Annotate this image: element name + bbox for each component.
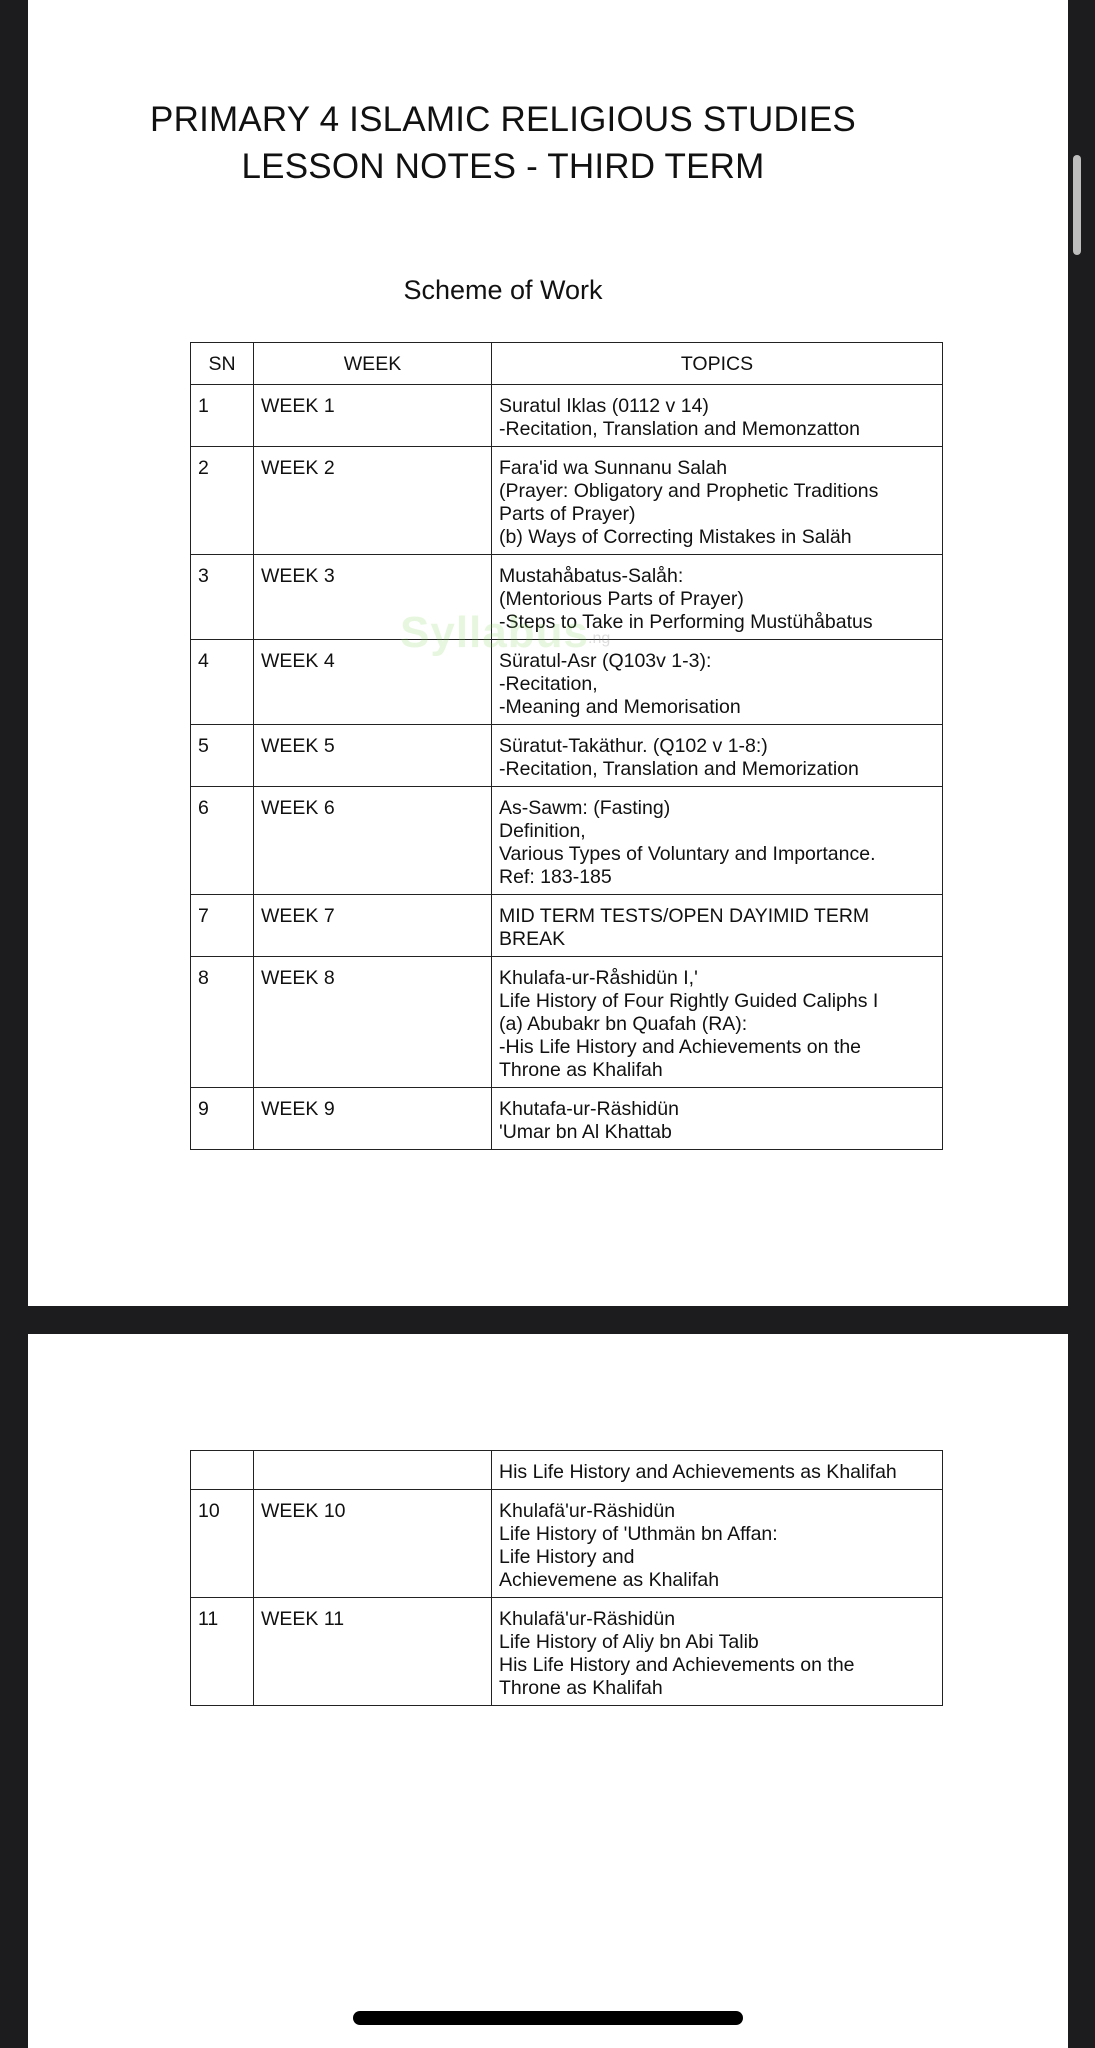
cell-topics xyxy=(492,555,943,640)
cell-week: WEEK 7 xyxy=(254,895,492,957)
table-row xyxy=(191,447,943,555)
cell-sn: 7 xyxy=(191,895,254,957)
cell-week: WEEK 10 xyxy=(254,1490,492,1598)
topic-line: His Life History and Achievements on the xyxy=(499,1654,855,1676)
table-row xyxy=(191,725,943,787)
table-body-continued xyxy=(191,1451,943,1706)
table-row xyxy=(191,385,943,447)
cell-sn: 11 xyxy=(191,1598,254,1706)
topic-line: As-Sawm: (Fasting) xyxy=(499,797,671,819)
cell-week: WEEK 9 xyxy=(254,1088,492,1150)
document-title xyxy=(28,96,978,190)
topic-line: Süratul-Asr (Q103v 1-3): xyxy=(499,650,712,672)
cell-week: WEEK 2 xyxy=(254,447,492,555)
cell-sn: 5 xyxy=(191,725,254,787)
cell-week: WEEK 1 xyxy=(254,385,492,447)
cell-sn: 3 xyxy=(191,555,254,640)
watermark: Syllabus xyxy=(400,608,589,657)
cell-week: WEEK 5 xyxy=(254,725,492,787)
topic-line: (b) Ways of Correcting Mistakes in Saläh xyxy=(499,526,852,548)
header-week: WEEK xyxy=(254,343,492,385)
cell-sn: 6 xyxy=(191,787,254,895)
cell-week xyxy=(254,1451,492,1490)
table-row xyxy=(191,1490,943,1598)
topic-line: Throne as Khalifah xyxy=(499,1677,663,1699)
topic-line: Ref: 183-185 xyxy=(499,866,612,888)
scheme-of-work-table-continued xyxy=(190,1450,943,1706)
table-row xyxy=(191,1088,943,1150)
cell-topics xyxy=(492,640,943,725)
topic-line: Süratut-Takäthur. (Q102 v 1-8:) xyxy=(499,735,768,757)
title-line-1: PRIMARY 4 ISLAMIC RELIGIOUS STUDIES xyxy=(150,100,856,139)
document-page-1 xyxy=(28,0,1068,1306)
cell-sn: 1 xyxy=(191,385,254,447)
topic-line: (a) Abubakr bn Quafah (RA): xyxy=(499,1013,748,1035)
watermark-suffix: .ng xyxy=(588,630,611,647)
scheme-of-work-table xyxy=(190,342,943,1150)
cell-topics xyxy=(492,895,943,957)
header-topics: TOPICS xyxy=(492,343,943,385)
topic-line: (Mentorious Parts of Prayer) xyxy=(499,588,744,610)
topic-line: 'Umar bn Al Khattab xyxy=(499,1121,672,1143)
topic-line: Definition, xyxy=(499,820,586,842)
cell-topics xyxy=(492,1490,943,1598)
cell-topics xyxy=(492,1451,943,1490)
topic-line: -Recitation, Translation and Memorization xyxy=(499,758,859,780)
topic-line: -His Life History and Achievements on the xyxy=(499,1036,862,1058)
cell-topics xyxy=(492,725,943,787)
cell-sn: 4 xyxy=(191,640,254,725)
topic-line: Life History of Four Rightly Guided Caliphs I xyxy=(499,990,879,1012)
cell-topics xyxy=(492,447,943,555)
cell-topics xyxy=(492,957,943,1088)
table-row xyxy=(191,895,943,957)
cell-sn: 9 xyxy=(191,1088,254,1150)
table-row xyxy=(191,1451,943,1490)
topic-line: MID TERM TESTS/OPEN DAYIMID TERM xyxy=(499,905,870,927)
table-row xyxy=(191,640,943,725)
cell-topics xyxy=(492,385,943,447)
section-title: Scheme of Work xyxy=(403,275,603,305)
topic-line: -Meaning and Memorisation xyxy=(499,696,741,718)
cell-sn: 2 xyxy=(191,447,254,555)
topic-line: His Life History and Achievements as Khalifah xyxy=(499,1461,897,1483)
topic-line: Khulafä'ur-Räshidün xyxy=(499,1500,676,1522)
cell-sn: 8 xyxy=(191,957,254,1088)
topic-line: (Prayer: Obligatory and Prophetic Traditions xyxy=(499,480,879,502)
cell-sn xyxy=(191,1451,254,1490)
cell-sn: 10 xyxy=(191,1490,254,1598)
cell-topics xyxy=(492,787,943,895)
topic-line: Various Types of Voluntary and Importance. xyxy=(499,843,876,865)
document-page-2 xyxy=(28,1334,1068,2048)
cell-week: WEEK 4 xyxy=(254,640,492,725)
cell-week: WEEK 11 xyxy=(254,1598,492,1706)
topic-line: Achievemene as Khalifah xyxy=(499,1569,720,1591)
topic-line: Throne as Khalifah xyxy=(499,1059,663,1081)
home-indicator[interactable] xyxy=(353,2011,743,2025)
topic-line: -Steps to Take in Performing Mustühåbatus xyxy=(499,611,873,633)
table-header-row xyxy=(191,343,943,385)
topic-line: BREAK xyxy=(499,928,566,950)
table-row xyxy=(191,1598,943,1706)
cell-week: WEEK 6 xyxy=(254,787,492,895)
topic-line: Khulafä'ur-Räshidün xyxy=(499,1608,676,1630)
topic-line: Life History of 'Uthmän bn Affan: xyxy=(499,1523,778,1545)
topic-line: -Recitation, Translation and Memonzatton xyxy=(499,418,860,440)
cell-week: WEEK 3 xyxy=(254,555,492,640)
table-row xyxy=(191,957,943,1088)
topic-line: Mustahåbatus-Salåh: xyxy=(499,565,684,587)
cell-topics xyxy=(492,1088,943,1150)
table-row xyxy=(191,555,943,640)
cell-week: WEEK 8 xyxy=(254,957,492,1088)
topic-line: -Recitation, xyxy=(499,673,598,695)
topic-line: Suratul Iklas (0112 v 14) xyxy=(499,395,709,417)
topic-line: Khulafa-ur-Råshidün I,' xyxy=(499,967,698,989)
title-line-2: LESSON NOTES - THIRD TERM xyxy=(241,147,765,186)
topic-line: Life History of Aliy bn Abi Talib xyxy=(499,1631,759,1653)
cell-topics xyxy=(492,1598,943,1706)
scrollbar[interactable] xyxy=(1073,155,1081,255)
header-sn: SN xyxy=(191,343,254,385)
topic-line: Life History and xyxy=(499,1546,635,1568)
table-body xyxy=(191,385,943,1150)
topic-line: Fara'id wa Sunnanu Salah xyxy=(499,457,728,479)
topic-line: Parts of Prayer) xyxy=(499,503,636,525)
topic-line: Khutafa-ur-Räshidün xyxy=(499,1098,679,1120)
table-row xyxy=(191,787,943,895)
